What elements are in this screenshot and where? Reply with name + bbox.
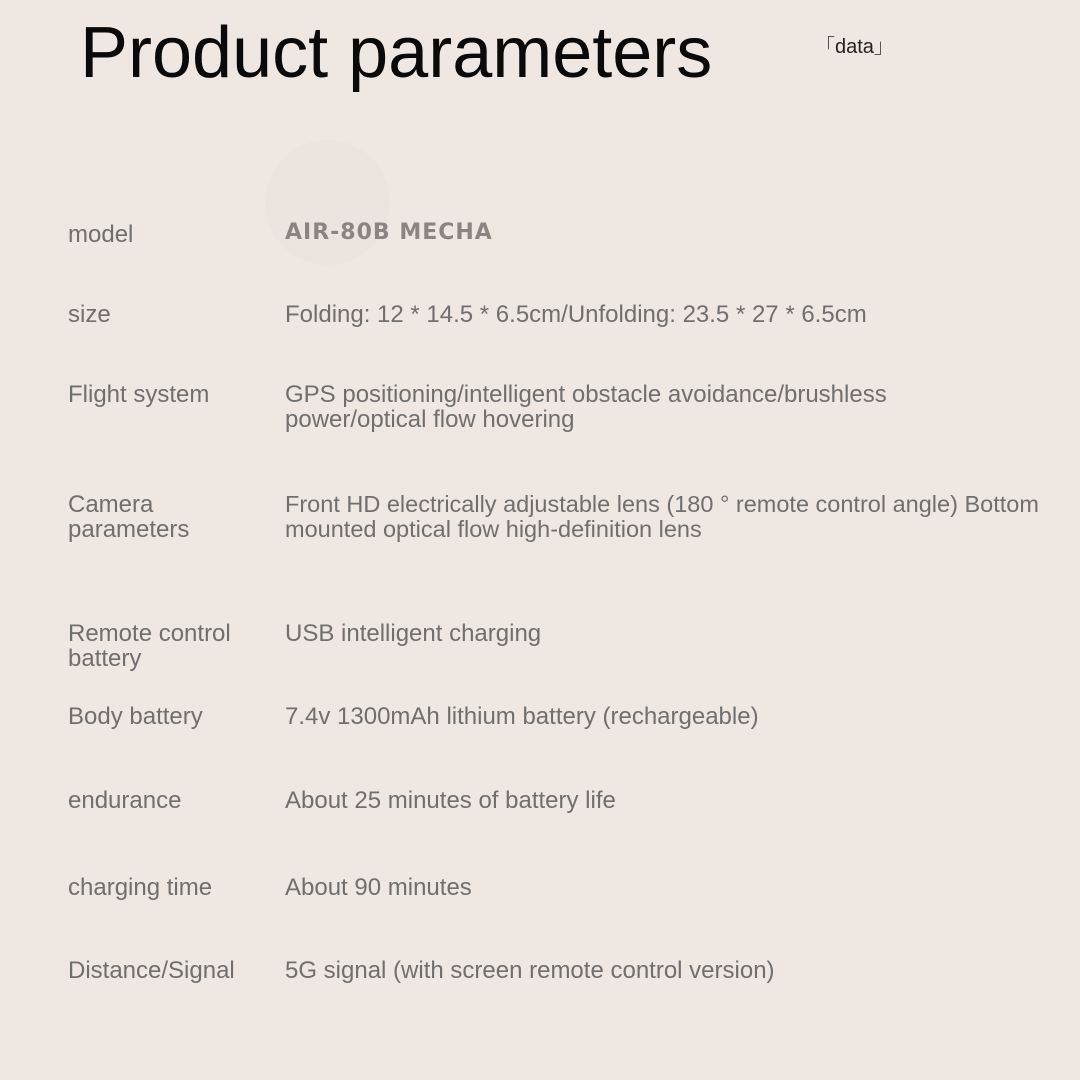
param-value: AIR-80B MECHA: [285, 220, 493, 245]
param-value: Front HD electrically adjustable lens (180 ° remote control angle) Bottom mounted optical flow high-definition lens: [285, 491, 1039, 542]
param-label: size: [68, 301, 111, 328]
param-value: About 90 minutes: [285, 874, 472, 901]
param-label: Camera parameters: [68, 491, 190, 543]
param-value: About 25 minutes of battery life: [285, 787, 616, 814]
param-label: Flight system: [68, 381, 210, 408]
param-label: Distance/Signal: [68, 957, 235, 984]
decorative-circle: [265, 140, 390, 265]
data-tag: 「data」: [815, 36, 894, 58]
param-value: USB intelligent charging: [285, 620, 542, 647]
param-value: 5G signal (with screen remote control version): [285, 957, 775, 984]
param-value: 7.4v 1300mAh lithium battery (rechargeable): [285, 703, 759, 730]
param-value: GPS positioning/intelligent obstacle avoidance/brushless power/optical flow hovering: [285, 381, 887, 433]
param-label: model: [68, 221, 134, 248]
page-title: Product parameters: [80, 13, 713, 93]
param-value: Folding: 12 * 14.5 * 6.5cm/Unfolding: 23.5 * 27 * 6.5cm: [285, 301, 867, 328]
param-label: charging time: [68, 874, 213, 901]
param-label: Remote control battery: [68, 620, 231, 672]
param-label: Body battery: [68, 703, 203, 730]
param-label: endurance: [68, 787, 182, 814]
